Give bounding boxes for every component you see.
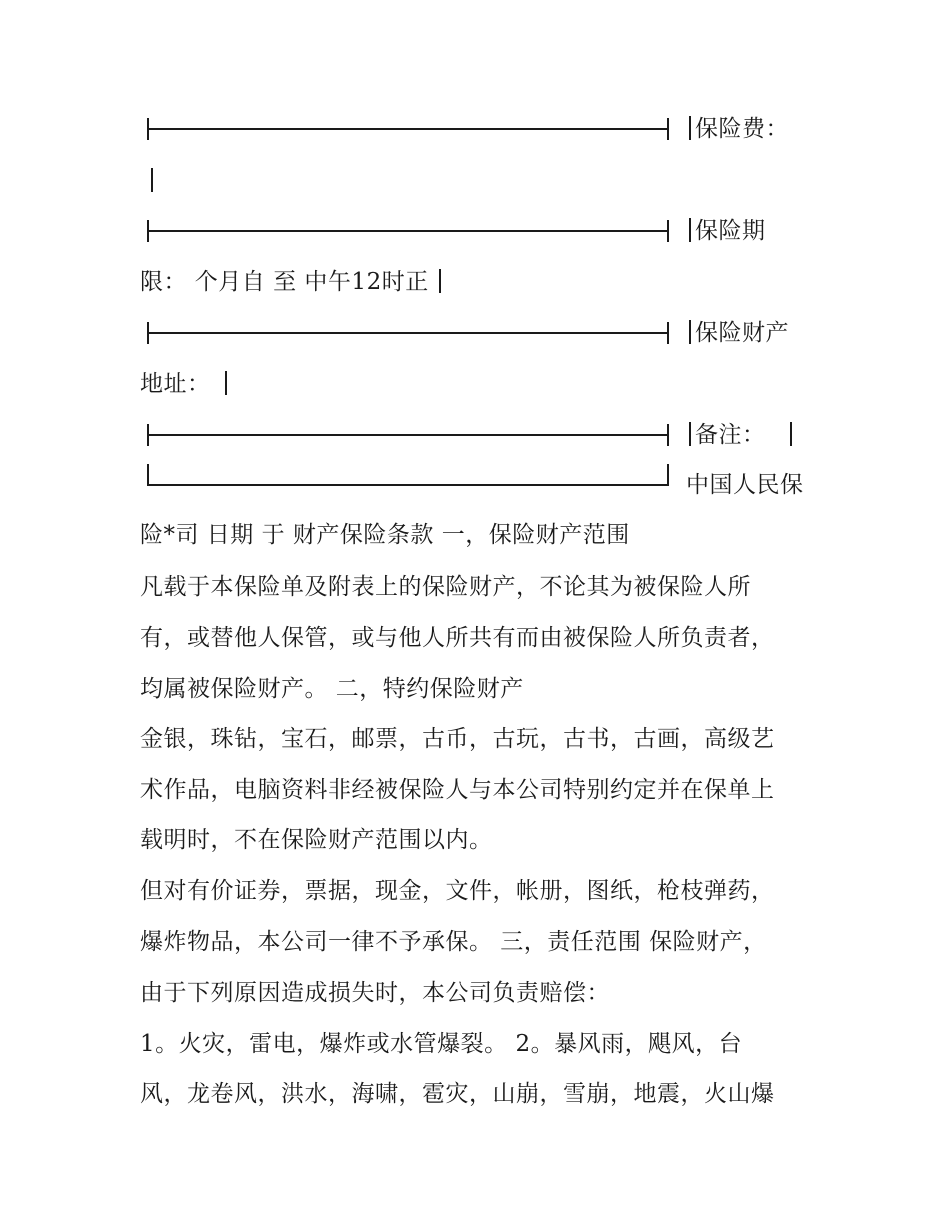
form-rule-line [147, 220, 669, 242]
period-field [687, 216, 766, 246]
address-text: 地址： [140, 371, 211, 397]
body-line: 金银，珠钻，宝石，邮票，古币，古玩，古书，古画，高级艺 [140, 726, 775, 752]
form-bottom-rule [147, 464, 669, 486]
table-border-mark [151, 168, 153, 192]
premium-field [687, 114, 789, 144]
remarks-field [687, 420, 796, 450]
body-line: 有，或替他人保管，或与他人所共有而由被保险人所负责者， [140, 625, 775, 651]
premium-label: 保险费： [695, 116, 789, 142]
body-line: 爆炸物品，本公司一律不予承保。 三，责任范围 保险财产， [140, 929, 767, 955]
property-field [687, 318, 789, 348]
body-line: 均属被保险财产。 二，特约保险财产 [140, 676, 524, 702]
remarks-label: 备注： [695, 422, 766, 448]
body-line: 1。火灾，雷电，爆炸或水管爆裂。 2。暴风雨，飓风，台 [140, 1031, 743, 1057]
body-line: 载明时，不在保险财产范围以内。 [140, 827, 493, 853]
form-rule-line [147, 118, 669, 140]
form-rule-line [147, 322, 669, 344]
body-line: 但对有价证券，票据，现金，文件，帐册，图纸，枪枝弹药， [140, 878, 775, 904]
period-text: 限： 个月自 至 中午12时正 [140, 269, 429, 295]
period-label: 保险期 [695, 218, 766, 244]
body-line: 险*司 日期 于 财产保险条款 一，保险财产范围 [140, 522, 630, 548]
address-line [140, 369, 231, 399]
form-rule-line [147, 424, 669, 446]
body-line: 风，龙卷风，洪水，海啸，雹灾，山崩，雪崩，地震，火山爆 [140, 1081, 775, 1107]
body-line: 凡载于本保险单及附表上的保险财产，不论其为被保险人所 [140, 574, 751, 600]
issuer-text: 中国人民保 [686, 472, 804, 498]
body-line: 术作品，电脑资料非经被保险人与本公司特别约定并在保单上 [140, 777, 775, 803]
period-line [140, 267, 445, 297]
property-label: 保险财产 [695, 320, 789, 346]
body-line: 由于下列原因造成损失时，本公司负责赔偿： [140, 980, 610, 1006]
